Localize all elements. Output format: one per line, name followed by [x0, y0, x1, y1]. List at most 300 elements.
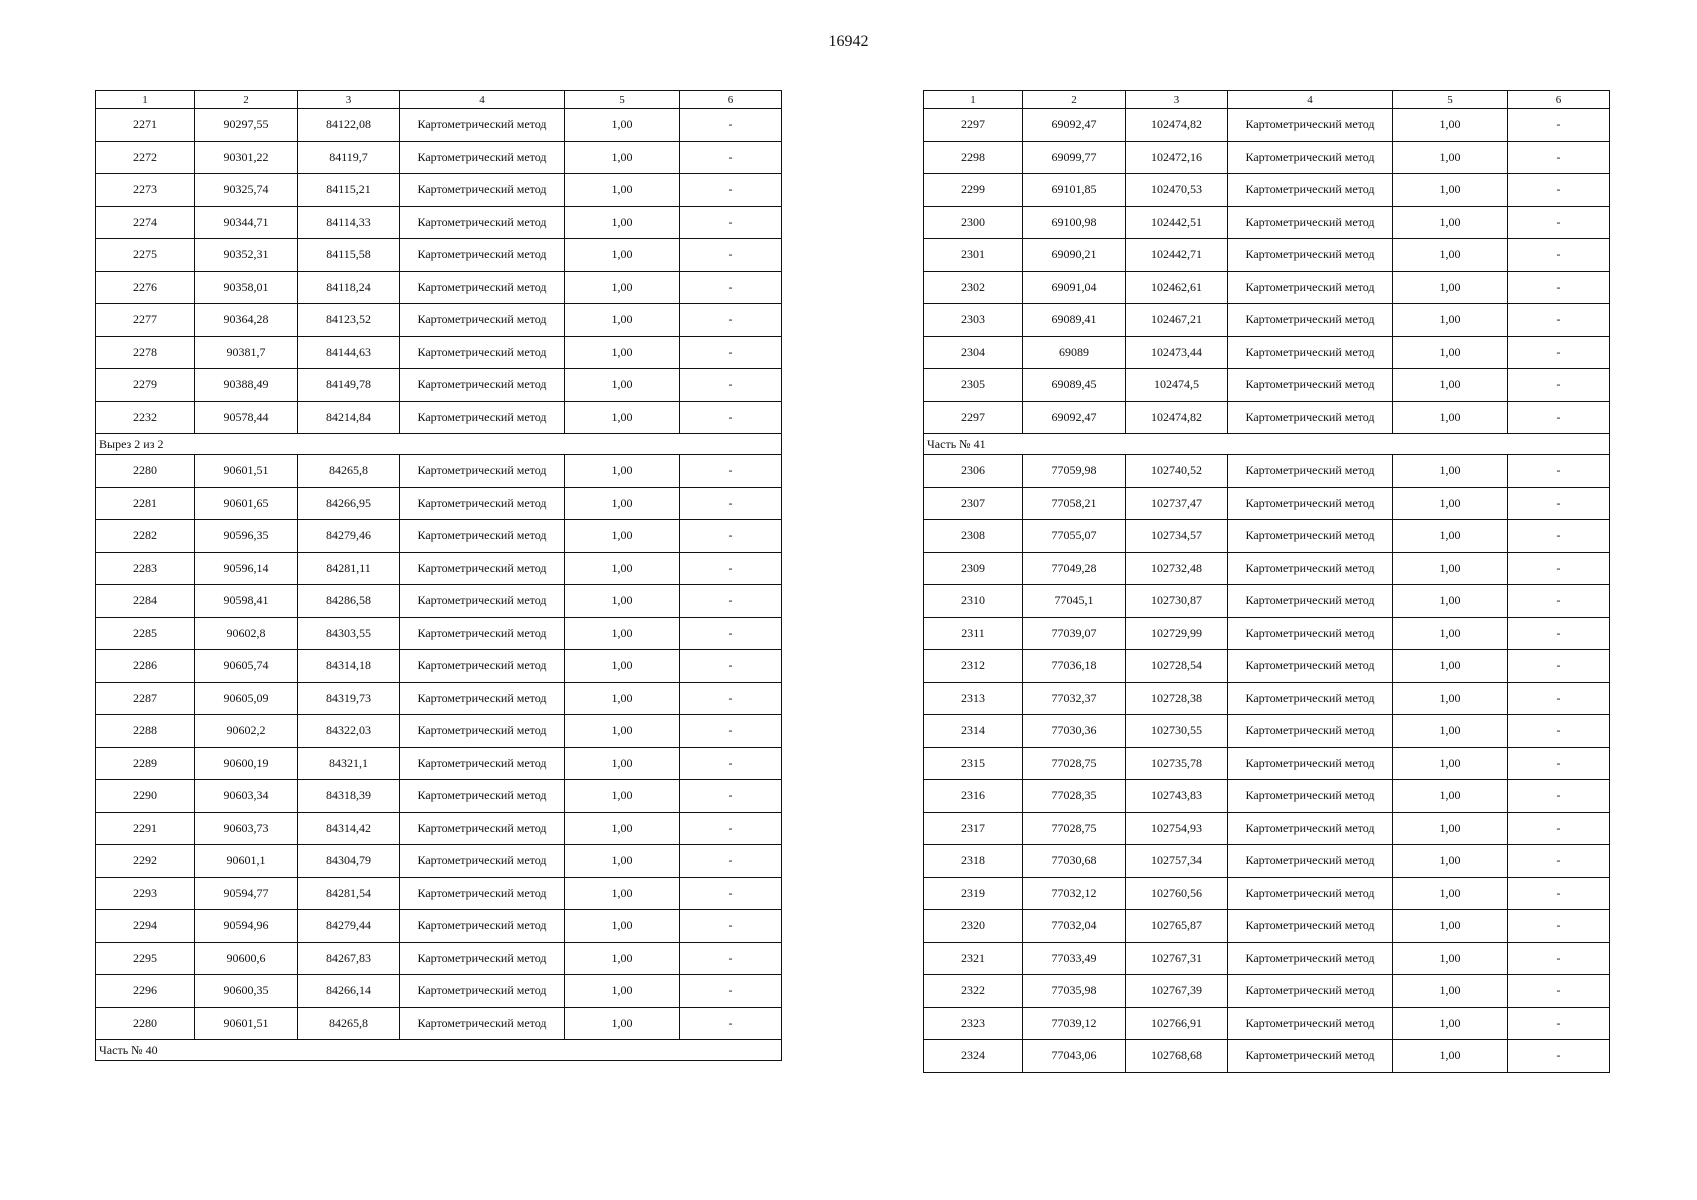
precision-cell: 1,00	[565, 942, 680, 975]
x-coordinate-cell: 77058,21	[1023, 487, 1126, 520]
x-coordinate-cell: 90301,22	[195, 141, 298, 174]
note-cell: -	[1508, 1040, 1610, 1073]
precision-cell: 1,00	[565, 650, 680, 683]
precision-cell: 1,00	[1393, 975, 1508, 1008]
table-row	[924, 975, 1610, 1008]
y-coordinate-cell: 102473,44	[1126, 336, 1228, 369]
column-header-2: 2	[1023, 91, 1126, 109]
method-cell: Картометрический метод	[400, 617, 565, 650]
point-number-cell: 2318	[924, 845, 1023, 878]
point-number-cell: 2280	[96, 1007, 195, 1040]
method-cell: Картометрический метод	[400, 682, 565, 715]
table-row	[96, 1007, 782, 1040]
precision-cell: 1,00	[565, 401, 680, 434]
column-header-5: 5	[565, 91, 680, 109]
y-coordinate-cell: 102765,87	[1126, 910, 1228, 943]
note-cell: -	[680, 942, 782, 975]
note-cell: -	[1508, 206, 1610, 239]
precision-cell: 1,00	[1393, 109, 1508, 142]
method-cell: Картометрический метод	[400, 1007, 565, 1040]
note-cell: -	[680, 304, 782, 337]
method-cell: Картометрический метод	[400, 336, 565, 369]
table-row	[96, 780, 782, 813]
note-cell: -	[1508, 369, 1610, 402]
point-number-cell: 2277	[96, 304, 195, 337]
point-number-cell: 2304	[924, 336, 1023, 369]
x-coordinate-cell: 90388,49	[195, 369, 298, 402]
column-header-4: 4	[1228, 91, 1393, 109]
point-number-cell: 2297	[924, 401, 1023, 434]
x-coordinate-cell: 69101,85	[1023, 174, 1126, 207]
note-cell: -	[680, 617, 782, 650]
table-row	[924, 1007, 1610, 1040]
point-number-cell: 2323	[924, 1007, 1023, 1040]
note-cell: -	[1508, 109, 1610, 142]
method-cell: Картометрический метод	[400, 975, 565, 1008]
table-row	[924, 812, 1610, 845]
note-cell: -	[680, 369, 782, 402]
table-row	[924, 206, 1610, 239]
y-coordinate-cell: 84318,39	[298, 780, 400, 813]
point-number-cell: 2280	[96, 455, 195, 488]
method-cell: Картометрический метод	[1228, 1007, 1393, 1040]
x-coordinate-cell: 69092,47	[1023, 109, 1126, 142]
point-number-cell: 2232	[96, 401, 195, 434]
x-coordinate-cell: 69100,98	[1023, 206, 1126, 239]
x-coordinate-cell: 90594,77	[195, 877, 298, 910]
y-coordinate-cell: 84279,46	[298, 520, 400, 553]
table-row	[96, 109, 782, 142]
x-coordinate-cell: 90603,73	[195, 812, 298, 845]
point-number-cell: 2291	[96, 812, 195, 845]
table-row	[924, 780, 1610, 813]
precision-cell: 1,00	[1393, 174, 1508, 207]
table-row	[924, 910, 1610, 943]
method-cell: Картометрический метод	[1228, 617, 1393, 650]
note-cell: -	[1508, 650, 1610, 683]
y-coordinate-cell: 102767,31	[1126, 942, 1228, 975]
precision-cell: 1,00	[1393, 401, 1508, 434]
coordinates-table-right	[923, 90, 1610, 1073]
precision-cell: 1,00	[565, 141, 680, 174]
x-coordinate-cell: 90598,41	[195, 585, 298, 618]
page-number: 16942	[828, 33, 869, 50]
x-coordinate-cell: 90578,44	[195, 401, 298, 434]
note-cell: -	[680, 845, 782, 878]
note-cell: -	[1508, 455, 1610, 488]
method-cell: Картометрический метод	[400, 174, 565, 207]
x-coordinate-cell: 77039,07	[1023, 617, 1126, 650]
point-number-cell: 2306	[924, 455, 1023, 488]
precision-cell: 1,00	[565, 109, 680, 142]
y-coordinate-cell: 84304,79	[298, 845, 400, 878]
method-cell: Картометрический метод	[400, 239, 565, 272]
note-cell: -	[1508, 304, 1610, 337]
precision-cell: 1,00	[1393, 585, 1508, 618]
note-cell: -	[680, 109, 782, 142]
x-coordinate-cell: 77032,04	[1023, 910, 1126, 943]
x-coordinate-cell: 77028,75	[1023, 812, 1126, 845]
y-coordinate-cell: 102467,21	[1126, 304, 1228, 337]
precision-cell: 1,00	[565, 206, 680, 239]
point-number-cell: 2316	[924, 780, 1023, 813]
y-coordinate-cell: 84321,1	[298, 747, 400, 780]
table-row	[924, 304, 1610, 337]
table-row	[924, 585, 1610, 618]
y-coordinate-cell: 102730,87	[1126, 585, 1228, 618]
precision-cell: 1,00	[565, 271, 680, 304]
table-row	[96, 369, 782, 402]
point-number-cell: 2307	[924, 487, 1023, 520]
x-coordinate-cell: 77055,07	[1023, 520, 1126, 553]
table-row	[96, 910, 782, 943]
table-row	[96, 877, 782, 910]
precision-cell: 1,00	[1393, 780, 1508, 813]
section-label: Часть № 40	[96, 1040, 782, 1061]
note-cell: -	[1508, 552, 1610, 585]
point-number-cell: 2271	[96, 109, 195, 142]
method-cell: Картометрический метод	[400, 845, 565, 878]
y-coordinate-cell: 102728,54	[1126, 650, 1228, 683]
point-number-cell: 2278	[96, 336, 195, 369]
y-coordinate-cell: 102743,83	[1126, 780, 1228, 813]
section-label: Вырез 2 из 2	[96, 434, 782, 455]
precision-cell: 1,00	[1393, 239, 1508, 272]
note-cell: -	[680, 401, 782, 434]
column-header-4: 4	[400, 91, 565, 109]
method-cell: Картометрический метод	[1228, 910, 1393, 943]
y-coordinate-cell: 84266,95	[298, 487, 400, 520]
method-cell: Картометрический метод	[1228, 487, 1393, 520]
y-coordinate-cell: 102442,51	[1126, 206, 1228, 239]
table-row	[924, 617, 1610, 650]
method-cell: Картометрический метод	[1228, 650, 1393, 683]
precision-cell: 1,00	[1393, 552, 1508, 585]
point-number-cell: 2294	[96, 910, 195, 943]
point-number-cell: 2314	[924, 715, 1023, 748]
note-cell: -	[1508, 812, 1610, 845]
note-cell: -	[680, 747, 782, 780]
table-row	[924, 401, 1610, 434]
precision-cell: 1,00	[565, 617, 680, 650]
point-number-cell: 2297	[924, 109, 1023, 142]
method-cell: Картометрический метод	[1228, 780, 1393, 813]
point-number-cell: 2321	[924, 942, 1023, 975]
x-coordinate-cell: 90352,31	[195, 239, 298, 272]
precision-cell: 1,00	[1393, 1007, 1508, 1040]
y-coordinate-cell: 102462,61	[1126, 271, 1228, 304]
method-cell: Картометрический метод	[400, 141, 565, 174]
y-coordinate-cell: 84115,21	[298, 174, 400, 207]
precision-cell: 1,00	[1393, 1040, 1508, 1073]
table-row	[924, 336, 1610, 369]
x-coordinate-cell: 90600,35	[195, 975, 298, 1008]
note-cell: -	[680, 585, 782, 618]
y-coordinate-cell: 84122,08	[298, 109, 400, 142]
method-cell: Картометрический метод	[1228, 239, 1393, 272]
note-cell: -	[680, 910, 782, 943]
point-number-cell: 2287	[96, 682, 195, 715]
method-cell: Картометрический метод	[400, 780, 565, 813]
precision-cell: 1,00	[565, 455, 680, 488]
section-row	[96, 1040, 782, 1061]
point-number-cell: 2310	[924, 585, 1023, 618]
precision-cell: 1,00	[1393, 336, 1508, 369]
x-coordinate-cell: 90600,6	[195, 942, 298, 975]
y-coordinate-cell: 102730,55	[1126, 715, 1228, 748]
point-number-cell: 2313	[924, 682, 1023, 715]
precision-cell: 1,00	[1393, 617, 1508, 650]
table-row	[96, 174, 782, 207]
y-coordinate-cell: 84322,03	[298, 715, 400, 748]
table-row	[96, 271, 782, 304]
table-row	[924, 845, 1610, 878]
point-number-cell: 2322	[924, 975, 1023, 1008]
precision-cell: 1,00	[1393, 206, 1508, 239]
table-row	[924, 715, 1610, 748]
method-cell: Картометрический метод	[400, 487, 565, 520]
table-row	[924, 1040, 1610, 1073]
coordinates-table-left	[95, 90, 782, 1061]
point-number-cell: 2288	[96, 715, 195, 748]
y-coordinate-cell: 84303,55	[298, 617, 400, 650]
method-cell: Картометрический метод	[1228, 520, 1393, 553]
table-row	[96, 239, 782, 272]
method-cell: Картометрический метод	[1228, 174, 1393, 207]
precision-cell: 1,00	[565, 487, 680, 520]
note-cell: -	[680, 271, 782, 304]
y-coordinate-cell: 84279,44	[298, 910, 400, 943]
precision-cell: 1,00	[1393, 812, 1508, 845]
table-row	[924, 487, 1610, 520]
y-coordinate-cell: 102740,52	[1126, 455, 1228, 488]
x-coordinate-cell: 90596,35	[195, 520, 298, 553]
x-coordinate-cell: 69092,47	[1023, 401, 1126, 434]
y-coordinate-cell: 102754,93	[1126, 812, 1228, 845]
y-coordinate-cell: 102470,53	[1126, 174, 1228, 207]
note-cell: -	[1508, 910, 1610, 943]
precision-cell: 1,00	[565, 585, 680, 618]
table-row	[96, 336, 782, 369]
section-row	[924, 434, 1610, 455]
note-cell: -	[1508, 1007, 1610, 1040]
column-header-6: 6	[1508, 91, 1610, 109]
point-number-cell: 2273	[96, 174, 195, 207]
method-cell: Картометрический метод	[1228, 1040, 1393, 1073]
point-number-cell: 2302	[924, 271, 1023, 304]
y-coordinate-cell: 84314,42	[298, 812, 400, 845]
section-row	[96, 434, 782, 455]
method-cell: Картометрический метод	[1228, 141, 1393, 174]
point-number-cell: 2319	[924, 877, 1023, 910]
point-number-cell: 2296	[96, 975, 195, 1008]
table-body	[924, 109, 1610, 1073]
x-coordinate-cell: 90601,65	[195, 487, 298, 520]
precision-cell: 1,00	[565, 747, 680, 780]
table-row	[924, 174, 1610, 207]
column-header-3: 3	[1126, 91, 1228, 109]
precision-cell: 1,00	[565, 1007, 680, 1040]
note-cell: -	[1508, 174, 1610, 207]
y-coordinate-cell: 102737,47	[1126, 487, 1228, 520]
table-row	[96, 206, 782, 239]
method-cell: Картометрический метод	[400, 585, 565, 618]
precision-cell: 1,00	[565, 552, 680, 585]
note-cell: -	[680, 552, 782, 585]
table-row	[96, 520, 782, 553]
precision-cell: 1,00	[1393, 715, 1508, 748]
note-cell: -	[1508, 271, 1610, 304]
point-number-cell: 2281	[96, 487, 195, 520]
column-header-1: 1	[924, 91, 1023, 109]
point-number-cell: 2286	[96, 650, 195, 683]
y-coordinate-cell: 84118,24	[298, 271, 400, 304]
note-cell: -	[1508, 877, 1610, 910]
method-cell: Картометрический метод	[400, 552, 565, 585]
y-coordinate-cell: 102732,48	[1126, 552, 1228, 585]
table-row	[96, 401, 782, 434]
x-coordinate-cell: 69090,21	[1023, 239, 1126, 272]
method-cell: Картометрический метод	[1228, 455, 1393, 488]
point-number-cell: 2312	[924, 650, 1023, 683]
x-coordinate-cell: 90601,51	[195, 1007, 298, 1040]
table-row	[924, 520, 1610, 553]
x-coordinate-cell: 77028,35	[1023, 780, 1126, 813]
note-cell: -	[680, 336, 782, 369]
x-coordinate-cell: 90358,01	[195, 271, 298, 304]
x-coordinate-cell: 90325,74	[195, 174, 298, 207]
note-cell: -	[680, 877, 782, 910]
y-coordinate-cell: 102474,5	[1126, 369, 1228, 402]
precision-cell: 1,00	[1393, 877, 1508, 910]
x-coordinate-cell: 90381,7	[195, 336, 298, 369]
y-coordinate-cell: 102472,16	[1126, 141, 1228, 174]
precision-cell: 1,00	[1393, 910, 1508, 943]
table-row	[924, 455, 1610, 488]
point-number-cell: 2298	[924, 141, 1023, 174]
x-coordinate-cell: 90297,55	[195, 109, 298, 142]
table-row	[96, 141, 782, 174]
method-cell: Картометрический метод	[1228, 942, 1393, 975]
x-coordinate-cell: 90594,96	[195, 910, 298, 943]
y-coordinate-cell: 84144,63	[298, 336, 400, 369]
precision-cell: 1,00	[565, 975, 680, 1008]
note-cell: -	[680, 780, 782, 813]
table-row	[96, 617, 782, 650]
point-number-cell: 2305	[924, 369, 1023, 402]
x-coordinate-cell: 69091,04	[1023, 271, 1126, 304]
note-cell: -	[680, 487, 782, 520]
x-coordinate-cell: 69099,77	[1023, 141, 1126, 174]
note-cell: -	[680, 975, 782, 1008]
table-row	[96, 487, 782, 520]
note-cell: -	[1508, 942, 1610, 975]
table-row	[96, 650, 782, 683]
point-number-cell: 2272	[96, 141, 195, 174]
method-cell: Картометрический метод	[400, 401, 565, 434]
x-coordinate-cell: 69089,41	[1023, 304, 1126, 337]
method-cell: Картометрический метод	[1228, 845, 1393, 878]
y-coordinate-cell: 102767,39	[1126, 975, 1228, 1008]
precision-cell: 1,00	[565, 239, 680, 272]
precision-cell: 1,00	[565, 910, 680, 943]
method-cell: Картометрический метод	[1228, 206, 1393, 239]
x-coordinate-cell: 77028,75	[1023, 747, 1126, 780]
table-row	[96, 975, 782, 1008]
y-coordinate-cell: 102442,71	[1126, 239, 1228, 272]
x-coordinate-cell: 77030,36	[1023, 715, 1126, 748]
precision-cell: 1,00	[1393, 942, 1508, 975]
precision-cell: 1,00	[565, 682, 680, 715]
precision-cell: 1,00	[1393, 520, 1508, 553]
y-coordinate-cell: 84114,33	[298, 206, 400, 239]
point-number-cell: 2324	[924, 1040, 1023, 1073]
precision-cell: 1,00	[1393, 304, 1508, 337]
note-cell: -	[680, 812, 782, 845]
table-row	[96, 682, 782, 715]
method-cell: Картометрический метод	[1228, 369, 1393, 402]
x-coordinate-cell: 90603,34	[195, 780, 298, 813]
point-number-cell: 2301	[924, 239, 1023, 272]
table-row	[96, 845, 782, 878]
table-row	[924, 877, 1610, 910]
x-coordinate-cell: 77033,49	[1023, 942, 1126, 975]
point-number-cell: 2317	[924, 812, 1023, 845]
table-row	[96, 552, 782, 585]
precision-cell: 1,00	[1393, 455, 1508, 488]
x-coordinate-cell: 77045,1	[1023, 585, 1126, 618]
y-coordinate-cell: 84214,84	[298, 401, 400, 434]
column-header-5: 5	[1393, 91, 1508, 109]
point-number-cell: 2285	[96, 617, 195, 650]
y-coordinate-cell: 84119,7	[298, 141, 400, 174]
note-cell: -	[1508, 401, 1610, 434]
note-cell: -	[1508, 239, 1610, 272]
precision-cell: 1,00	[565, 174, 680, 207]
method-cell: Картометрический метод	[400, 455, 565, 488]
precision-cell: 1,00	[565, 336, 680, 369]
note-cell: -	[680, 206, 782, 239]
header-row	[924, 91, 1610, 109]
method-cell: Картометрический метод	[1228, 812, 1393, 845]
method-cell: Картометрический метод	[1228, 401, 1393, 434]
precision-cell: 1,00	[1393, 487, 1508, 520]
note-cell: -	[1508, 585, 1610, 618]
precision-cell: 1,00	[1393, 747, 1508, 780]
method-cell: Картометрический метод	[1228, 552, 1393, 585]
point-number-cell: 2308	[924, 520, 1023, 553]
method-cell: Картометрический метод	[400, 520, 565, 553]
method-cell: Картометрический метод	[400, 369, 565, 402]
y-coordinate-cell: 102766,91	[1126, 1007, 1228, 1040]
point-number-cell: 2299	[924, 174, 1023, 207]
precision-cell: 1,00	[1393, 369, 1508, 402]
table-row	[924, 271, 1610, 304]
table-row	[96, 747, 782, 780]
header-row	[96, 91, 782, 109]
table-row	[924, 747, 1610, 780]
method-cell: Картометрический метод	[400, 304, 565, 337]
note-cell: -	[680, 174, 782, 207]
x-coordinate-cell: 77035,98	[1023, 975, 1126, 1008]
y-coordinate-cell: 102474,82	[1126, 401, 1228, 434]
precision-cell: 1,00	[565, 369, 680, 402]
note-cell: -	[680, 682, 782, 715]
point-number-cell: 2303	[924, 304, 1023, 337]
precision-cell: 1,00	[1393, 141, 1508, 174]
point-number-cell: 2284	[96, 585, 195, 618]
point-number-cell: 2315	[924, 747, 1023, 780]
